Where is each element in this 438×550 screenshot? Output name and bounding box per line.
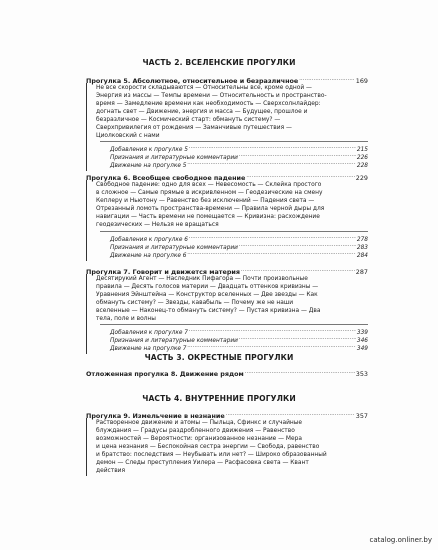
summary-line: Уравнения Эйнштейна — Конструктор вселенных — Две звезды — Как (96, 292, 318, 298)
sub-entry-label: Добавления к прогулке 5 (110, 147, 188, 153)
page-number: 357 (355, 412, 368, 420)
summary-line: обмануть систему? — Звезды, кавабыль — Почему же не наши (96, 300, 294, 306)
entry-title: Прогулка 5. Абсолютное, относительное и безразличное (86, 77, 299, 85)
leader-dots (239, 241, 356, 249)
summary-line: безразличное — Космический старт: обмануть систему? — (96, 117, 281, 123)
page-number: 346 (356, 338, 368, 344)
summary-line: и братство: последствия — Неубывать или нет? — Широко образованный (96, 452, 327, 458)
page-number: 228 (356, 163, 368, 169)
part-heading: ЧАСТЬ 2. ВСЕЛЕНСКИЕ ПРОГУЛКИ (142, 58, 296, 67)
toc-entry-walk-5[interactable] (86, 75, 368, 83)
part-heading: ЧАСТЬ 3. ОКРЕСТНЫЕ ПРОГУЛКИ (144, 353, 294, 362)
page-number: 287 (355, 268, 368, 276)
entry-title: Прогулка 6. Всеобщее свободное падение (86, 174, 246, 182)
leader-dots (189, 326, 356, 334)
divider (100, 324, 368, 325)
sub-entry-label: Движение на прогулке 7 (110, 346, 187, 352)
summary-line: Сверхпривилегия от рождения — Заманчивые путешествия — (96, 125, 292, 131)
summary-line: в сложное — Самые прямые в искривленном — Геодезические на смену (96, 190, 323, 196)
leader-dots (187, 249, 355, 257)
summary-line: Энергия из массы — Темпы времени — Относительность и пространство- (96, 93, 327, 99)
leader-dots (246, 172, 354, 180)
page-number: 349 (356, 346, 368, 352)
summary-line: правила — Десять голосов материи — Двадцать оттенков кривизны — (96, 284, 319, 290)
page-number: 353 (355, 370, 368, 378)
leader-dots (226, 410, 355, 418)
sub-entry-label: Признания и литературные комментарии (110, 155, 238, 161)
entry-title: Прогулка 7. Говорит и движется материя (86, 268, 240, 276)
summary-line: Растворенное движение и атомы — Пыльца, Сфинкс и случайные (96, 420, 303, 426)
summary-line: время — Замедление времени как необходимость — Сверхсолнлайдер: (96, 101, 321, 107)
entry-title: Прогулка 9. Измельчение в незнание (86, 412, 225, 420)
divider (100, 231, 368, 232)
sub-entry-label: Добавления к прогулке 7 (110, 330, 188, 336)
sub-entry[interactable] (110, 342, 368, 350)
sub-entry[interactable] (110, 159, 368, 167)
sub-entry[interactable] (110, 326, 368, 334)
sub-entry-label: Движение на прогулке 5 (110, 163, 187, 169)
summary-line: Не все скорости складываются — Относительны все, кроме одной — (96, 85, 312, 91)
sub-entry[interactable] (110, 143, 368, 151)
page-number: 226 (356, 155, 368, 161)
sub-entry-label: Признания и литературные комментарии (110, 245, 238, 251)
summary-line: действия (96, 468, 126, 474)
watermark-text: catalog.onliner.by (369, 536, 432, 544)
summary-line: Свободное падение: одно для всех — Невесомость — Склейка простого (96, 182, 322, 188)
toc-entry-walk-8[interactable] (86, 368, 368, 376)
summary-line: геодезических — Нельзя не вращаться (96, 222, 219, 228)
sub-entry[interactable] (110, 233, 368, 241)
page-number: 278 (356, 237, 368, 243)
divider (100, 141, 368, 142)
leader-dots (239, 151, 356, 159)
summary-line: Кеплеру и Ньютону — Равенство без исключений — Падения света — (96, 198, 315, 204)
page-number: 229 (355, 174, 368, 182)
toc-entry-walk-7[interactable] (86, 266, 368, 274)
sub-entry-label: Добавления к прогулке 6 (110, 237, 188, 243)
sub-entry[interactable] (110, 241, 368, 249)
page-number: 283 (356, 245, 368, 251)
toc-entry-walk-6[interactable] (86, 172, 368, 180)
summary-line: возможностей — Вероятности: организованное незнание — Мера (96, 436, 302, 442)
leader-dots (241, 266, 355, 274)
summary-line: Десятирукий Агент — Наследник Пифагора — Почти произвольные (96, 276, 308, 282)
page-number: 284 (356, 253, 368, 259)
sub-entry-label: Признания и литературные комментарии (110, 338, 238, 344)
summary-line: и цена незнания — Беспокойная сестра энергии — Свобода, равенство (96, 444, 320, 450)
entry-title: Отложенная прогулка 8. Движение рядом (86, 370, 244, 378)
leader-dots (245, 368, 355, 376)
sub-entry[interactable] (110, 151, 368, 159)
summary-line: догнать свет — Движение, энергия и масса — Будущее, прошлое и (96, 109, 308, 115)
sub-entry[interactable] (110, 334, 368, 342)
summary-line: демон — Следы преступления Уилера — Расфасовка света — Квант (96, 460, 309, 466)
summary-line: вселенные — Наконец-то обмануть систему? — Пустая кривизна — Два (96, 308, 321, 314)
page-number: 339 (356, 330, 368, 336)
part-heading: ЧАСТЬ 4. ВНУТРЕННИЕ ПРОГУЛКИ (142, 394, 296, 403)
summary-line: блуждания — Градусы раздробленного движения — Равенство (96, 428, 295, 434)
summary-line: тела, поле и волны (96, 316, 156, 322)
leader-dots (187, 159, 355, 167)
page-number: 169 (355, 77, 368, 85)
leader-dots (299, 75, 355, 83)
leader-dots (239, 334, 356, 342)
sub-entry-label: Движение на прогулке 6 (110, 253, 187, 259)
summary-line: Циолковский с нами (96, 133, 160, 139)
summary-line: Отрезанный ломоть пространства-времени — Правила черной дыры для (96, 206, 325, 212)
page-number: 215 (356, 147, 368, 153)
leader-dots (189, 233, 356, 241)
sub-entry[interactable] (110, 249, 368, 257)
leader-dots (189, 143, 356, 151)
summary-line: навигации — Часть времени не помещается — Кривизна: расхождение (96, 214, 320, 220)
toc-entry-walk-9[interactable] (86, 410, 368, 418)
leader-dots (187, 342, 355, 350)
